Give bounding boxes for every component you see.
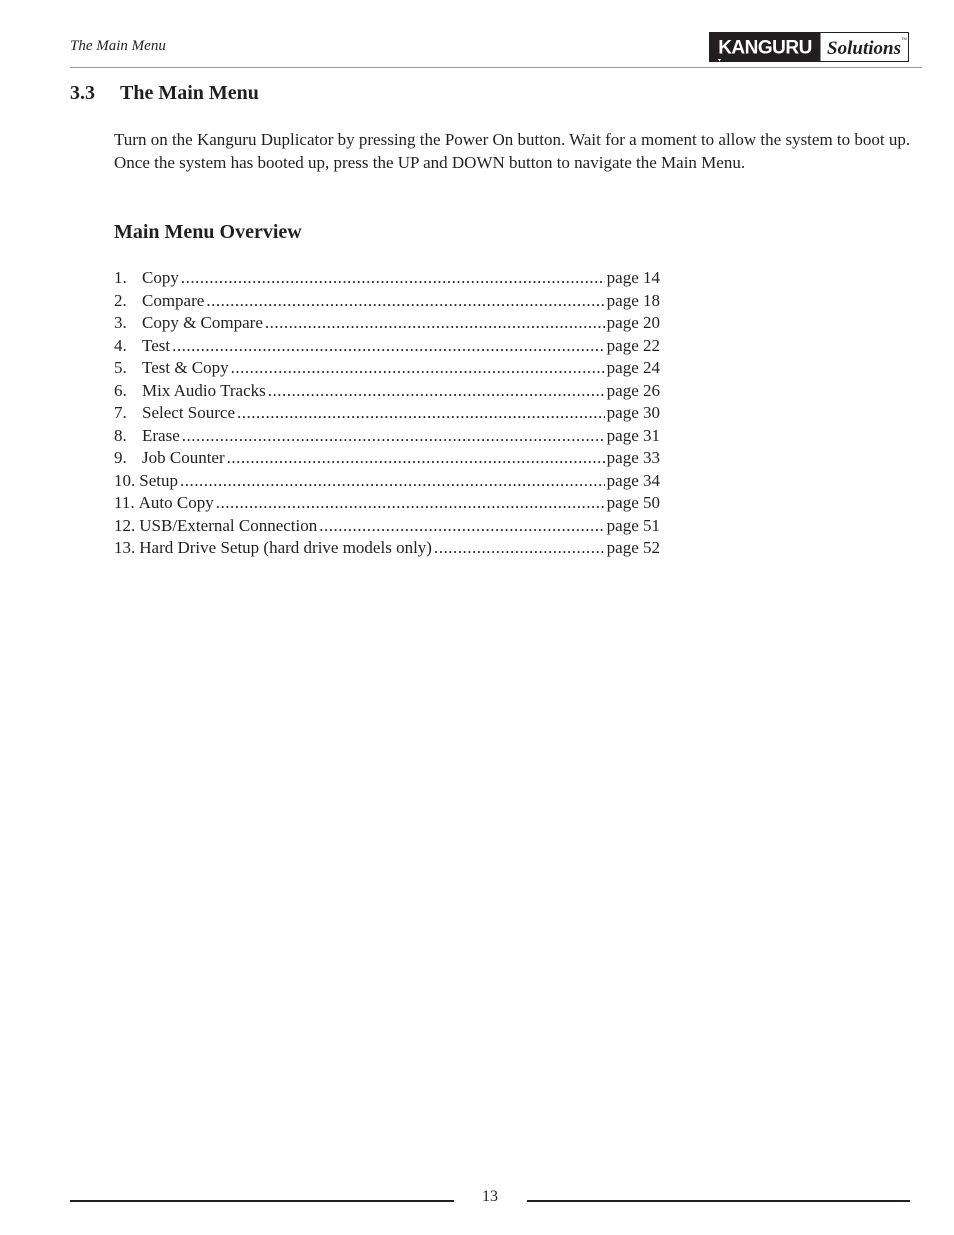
logo-tagline-text: Solutions [827, 38, 901, 59]
toc-entry [114, 290, 660, 313]
toc-entry-page: page 34 [606, 470, 660, 490]
toc-entry-label: Copy [142, 268, 179, 287]
toc-entry-label: Auto Copy [138, 493, 214, 512]
toc-entry-label: Compare [142, 290, 205, 310]
toc-entry-number: 3. [114, 313, 127, 332]
toc-entry-label: Job Counter [142, 448, 225, 467]
toc-entry-page: page 31 [606, 425, 660, 445]
running-header-title: The Main Menu [70, 38, 166, 54]
toc-dot-leader [182, 425, 605, 448]
toc-dot-leader [237, 402, 605, 425]
toc-entry [114, 515, 660, 538]
toc-dot-leader [319, 515, 604, 538]
footer-rule-left [70, 1200, 454, 1202]
toc-entry-number: 7. [114, 403, 127, 422]
toc-entry [114, 470, 660, 493]
toc-entry-label: Test & Copy [142, 358, 229, 377]
toc-entry-number: 13. [114, 538, 136, 557]
toc-entry-label: Select Source [142, 403, 235, 422]
toc-entry-label: Setup [139, 470, 178, 490]
toc-entry-number: 8. [114, 425, 127, 445]
toc-entry-page: page 51 [606, 515, 660, 535]
toc-entry-number: 11. [114, 493, 135, 512]
toc-entry-number: 12. [114, 515, 136, 535]
header-divider [70, 67, 922, 68]
intro-paragraph: Turn on the Kanguru Duplicator by pressing the Power On button. Wait for a moment to allow the system to boot up. Once the system has booted up, press the UP and DOWN button to navigate the Main Menu. [114, 130, 911, 172]
toc-entry [114, 267, 660, 290]
toc-entry-label: Erase [142, 425, 180, 445]
overview-heading: Main Menu Overview [114, 221, 302, 243]
toc-dot-leader [227, 447, 605, 470]
toc-entry-number: 2. [114, 290, 127, 310]
toc-dot-leader [434, 537, 605, 560]
toc-entry [114, 312, 660, 335]
toc-entry-page: page 14 [606, 268, 660, 287]
section-heading [70, 82, 259, 105]
toc-dot-leader [180, 470, 605, 493]
toc-entry-page: page 33 [606, 448, 660, 467]
toc-dot-leader [206, 290, 604, 313]
toc-entry-page: page 30 [606, 403, 660, 422]
toc-entry-page: page 50 [606, 493, 660, 512]
toc-dot-leader [268, 380, 605, 403]
toc-dot-leader [231, 357, 605, 380]
toc-dot-leader [216, 492, 605, 515]
toc-entry [114, 537, 660, 560]
toc-entry-label: Hard Drive Setup (hard drive models only) [139, 538, 432, 557]
toc-entry-label: USB/External Connection [139, 515, 318, 535]
toc-entry-label: Copy & Compare [142, 313, 263, 332]
toc-entry-page: page 18 [606, 290, 660, 310]
toc-entry-page: page 52 [606, 538, 660, 557]
toc-entry [114, 402, 660, 425]
toc-entry-page: page 20 [606, 313, 660, 332]
section-number: 3.3 [70, 82, 95, 104]
page-number: 13 [482, 1188, 498, 1205]
toc-entry-label: Mix Audio Tracks [142, 380, 266, 400]
footer-rule-right [527, 1200, 910, 1202]
kanguru-solutions-logo [709, 32, 909, 62]
toc-entry-number: 4. [114, 335, 127, 355]
logo-brand-text: KANGURU [718, 37, 812, 59]
logo-trademark-text: TM [901, 36, 907, 41]
toc-entry [114, 357, 660, 380]
toc-dot-leader [265, 312, 605, 335]
toc-entry [114, 492, 660, 515]
toc-entry-page: page 24 [606, 358, 660, 377]
toc-entry-number: 6. [114, 380, 127, 400]
toc-entry-number: 9. [114, 448, 127, 467]
toc-entry [114, 380, 660, 403]
toc-dot-leader [181, 267, 605, 290]
toc-entry-number: 5. [114, 358, 127, 377]
main-menu-overview-list [114, 267, 660, 560]
toc-entry-number: 1. [114, 268, 127, 287]
toc-entry-label: Test [142, 335, 171, 355]
toc-entry-page: page 26 [606, 380, 660, 400]
toc-entry [114, 335, 660, 358]
toc-entry [114, 447, 660, 470]
section-title: The Main Menu [120, 82, 259, 104]
toc-entry-number: 10. [114, 470, 136, 490]
toc-dot-leader [172, 335, 605, 358]
toc-entry [114, 425, 660, 448]
toc-entry-page: page 22 [606, 335, 660, 355]
